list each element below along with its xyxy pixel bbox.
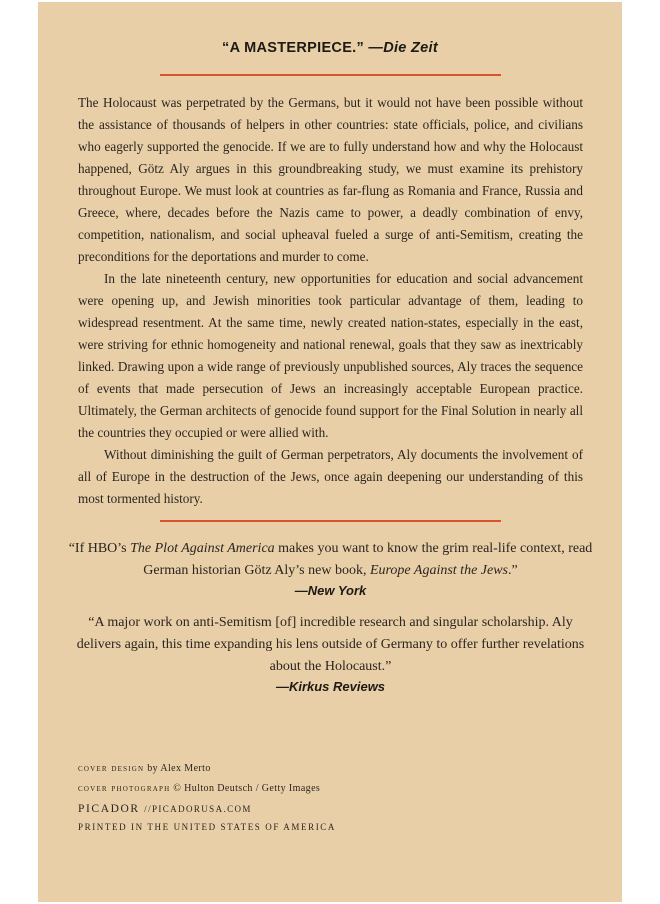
review-text-part: .” <box>508 563 518 578</box>
review-book-title: Europe Against the Jews <box>369 563 508 578</box>
middle-divider <box>160 520 501 522</box>
review-text-part: makes you want to know the grim real-life context, read German historian Götz Aly’s new book, <box>143 541 593 578</box>
publisher-name: PICADOR <box>78 803 140 815</box>
top-divider <box>160 74 501 76</box>
headline-quote-text: “A MASTERPIECE.” — <box>222 40 384 56</box>
review-quotes <box>68 538 593 708</box>
cover-credits <box>78 759 583 835</box>
review-book-title: The Plot Against America <box>130 541 275 556</box>
design-credit <box>78 759 583 779</box>
photo-credit-value: © Hulton Deutsch / Getty Images <box>173 783 321 794</box>
review-source: —New York <box>294 583 367 598</box>
review-text: “A major work on anti-Semitism [of] incredible research and singular scholarship. Aly delivers again, this time expanding his lens outside of Germany to offer further revelations about the Holocaust.” <box>76 615 585 674</box>
headline-quote <box>38 40 622 56</box>
blurb-paragraph-3: Without diminishing the guilt of German perpetrators, Aly documents the involvement of all of Europe in the destruction of the Jews, once again deepening our understanding of this most tormented history. <box>78 447 583 506</box>
photo-credit-label: cover photograph <box>78 783 171 794</box>
book-back-cover <box>38 2 622 902</box>
description-blurb <box>78 92 583 510</box>
blurb-paragraph-2: In the late nineteenth century, new opportunities for education and social advancement were opening up, and Jewish minorities took particular advantage of them, leading to widespread resentment. At the same time, newly created nation-states, especially in the east, were striving for ethnic homogeneity and national renewal, goals that they saw as inextricably linked. Drawing upon a wide range of previously unpublished sources, Aly traces the sequence of events that made persecution of Jews an increasingly acceptable European practice. Ultimately, the German architects of genocide found support for the Final Solution in nearly all the countries they occupied or were allied with. <box>78 271 583 440</box>
publisher-url: //PICADORUSA.COM <box>144 804 252 814</box>
review-text <box>68 538 593 582</box>
headline-quote-source: Die Zeit <box>383 40 438 56</box>
review-kirkus <box>68 612 593 694</box>
review-new-york <box>68 538 593 598</box>
design-credit-label: cover design <box>78 763 145 774</box>
printed-notice: PRINTED IN THE UNITED STATES OF AMERICA <box>78 822 337 832</box>
design-credit-value: by Alex Merto <box>147 763 211 774</box>
review-text-part: “If HBO’s <box>68 541 131 556</box>
blurb-paragraph-1: The Holocaust was perpetrated by the Germans, but it would not have been possible without the assistance of thousands of helpers in other countries: state officials, police, and civilians who eagerly supported the genocide. If we are to fully understand how and why the Holocaust happened, Götz Aly argues in this groundbreaking study, we must examine its prehistory throughout Europe. We must look at countries as far-flung as Romania and France, Russia and Greece, where, decades before the Nazis came to power, a deadly combination of envy, competition, nationalism, and social upheaval fueled a surge of anti-Semitism, creating the preconditions for the deportations and murder to come. <box>78 95 583 264</box>
review-source: —Kirkus Reviews <box>275 679 386 694</box>
publisher-line <box>78 799 583 819</box>
photo-credit <box>78 779 583 799</box>
